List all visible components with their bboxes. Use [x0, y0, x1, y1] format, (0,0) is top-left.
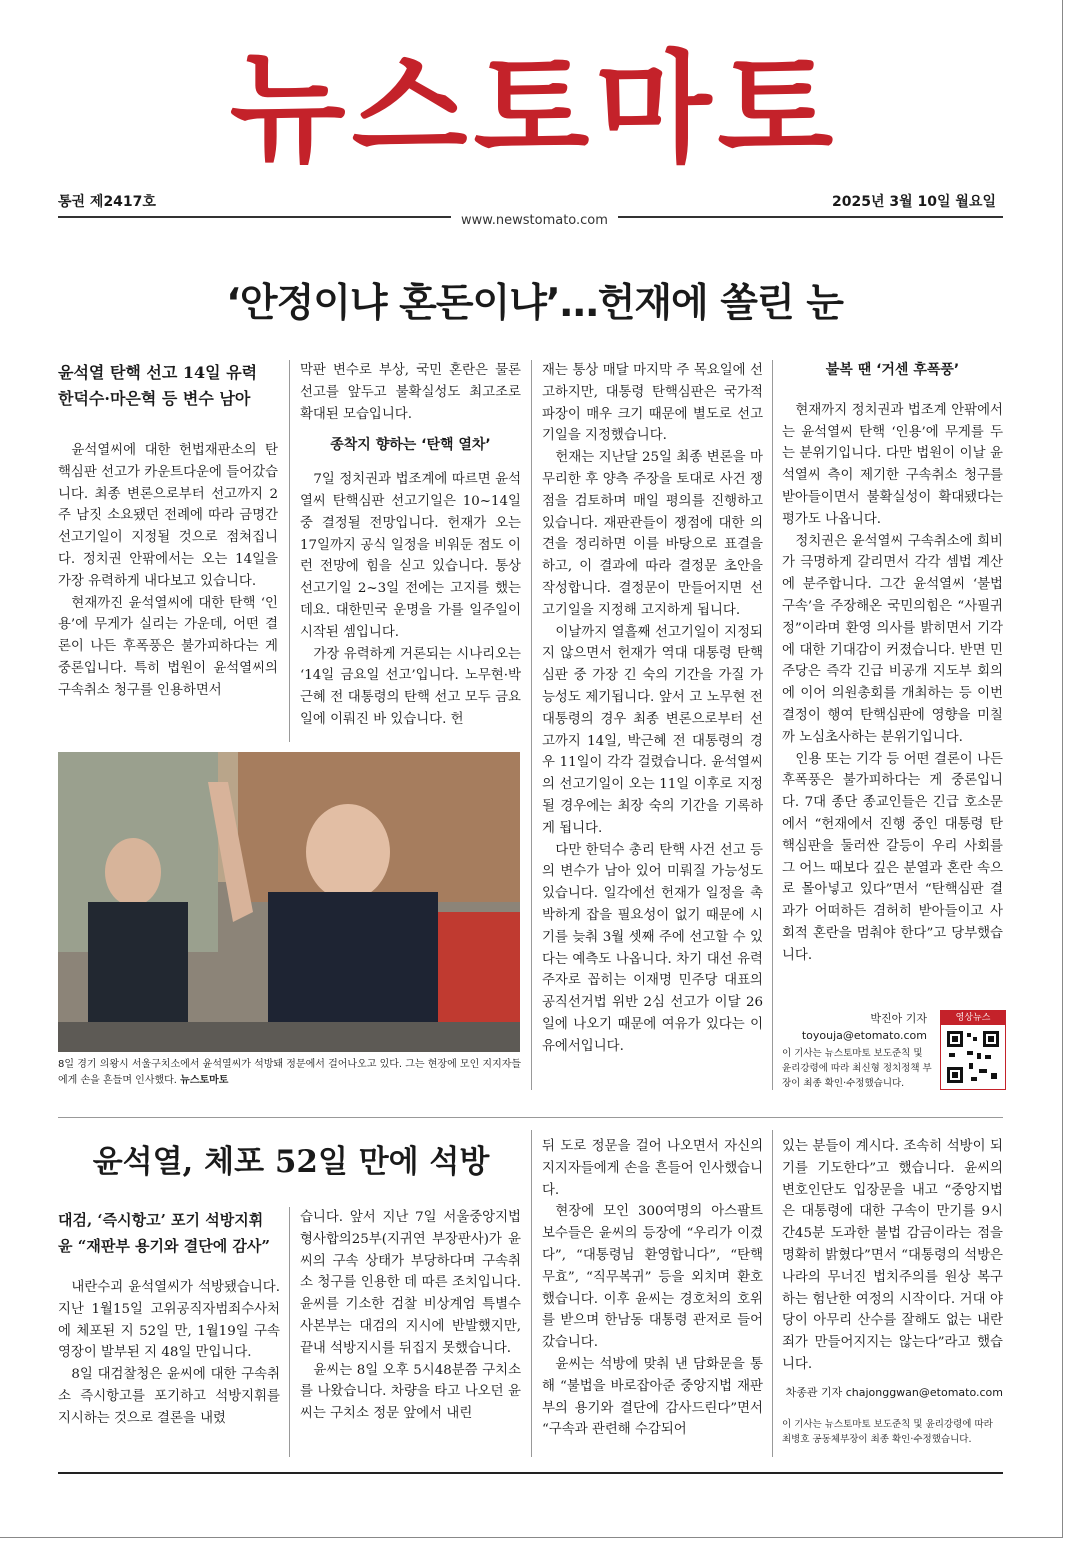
paragraph: 윤씨는 석방에 맞춰 낸 담화문을 통해 “불법을 바로잡아준 중앙지법 재판부의 용기와 결단에 감사드린다”면서 “구속과 관련해 수감되어 — [542, 1356, 763, 1438]
section-divider — [58, 1117, 1003, 1118]
article2-byline: 차종관 기자 chajonggwan@etomato.com — [785, 1386, 1003, 1399]
column-divider — [531, 360, 532, 1090]
article1-col4 — [782, 360, 1003, 967]
column-divider — [772, 1130, 773, 1457]
paragraph: 재는 통상 매달 마지막 주 목요일에 선고하지만, 대통령 탄핵심판은 국가적 파장이 매우 크기 때문에 별도로 선고기일을 지정했습니다. — [542, 363, 763, 444]
paragraph: 정치권은 윤석열씨 구속취소에 희비가 극명하게 갈리면서 각각 셈법 계산에 분주합니다. 그간 윤석열씨 ‘불법 구속’을 주장해온 국민의힘은 “사필귀정”이라며 환영 의사를 밝히면서 기각에 대한 기대감이 커졌습니다. 반면 민주당은 즉각 긴급 비공개 지도부 회의에 이어 의원총회를 개최하는 등 이번 결정이 행여 탄핵심판에 영향을 미칠까 노심초사하는 분위기입니다. — [782, 533, 1003, 745]
column-divider — [289, 360, 290, 742]
issue-number: 통권 제2417호 — [58, 194, 156, 210]
article2-headline: 윤석열, 체포 52일 만에 석방 — [92, 1144, 490, 1180]
paragraph: 헌재는 지난달 25일 최종 변론을 마무리한 후 양측 주장을 토대로 사건 쟁점을 검토하며 매일 평의를 진행하고 있습니다. 재판관들이 쟁점에 대한 의견을 정리하면 이를 바탕으로 표결을 하고, 이 결과에 따라 결정문 초안을 작성합니다. 결정문이 만들어지면 선고기일을 지정해 고지하게 됩니다. — [542, 450, 763, 618]
issue-date: 2025년 3월 10일 월요일 — [832, 194, 996, 210]
article2-col2 — [300, 1207, 521, 1425]
paragraph: 이날까지 열흘째 선고기일이 지정되지 않으면서 헌재가 역대 대통령 탄핵심판 중 가장 긴 숙의 기간을 가질 가능성도 제기됩니다. 앞서 고 노무현 전 대통령의 경우 최종 변론으로부터 선고까지 14일, 박근혜 전 대통령의 경우 11일이 각각 걸렸습니다. 윤석열씨의 선고기일이 오는 11일 이후로 지정될 경우에는 최장 숙의 기간을 기록하게 됩니다. — [542, 624, 763, 836]
photo-illustration — [58, 752, 520, 1052]
video-news-label: 영상뉴스 — [941, 1011, 1005, 1025]
news-photo — [58, 752, 520, 1052]
bottom-rule — [58, 1472, 1003, 1474]
column-divider — [772, 360, 773, 1090]
article1-editor-note: 이 기사는 뉴스토마토 보도준칙 및 윤리강령에 따라 최신형 정치정책 부장이 최종 확인·수정했습니다. — [782, 1048, 932, 1089]
column-divider — [531, 1130, 532, 1457]
article2-col4 — [782, 1136, 1003, 1376]
paragraph: 가장 유력하게 거론되는 시나리오는 ‘14일 금요일 선고’입니다. 노무현·박근혜 전 대통령의 탄핵 선고 모두 금요일에 이뤄진 바 있습니다. 헌 — [300, 646, 521, 727]
paragraph: 윤씨는 8일 오후 5시48분쯤 구치소를 나왔습니다. 차량을 타고 나오던 윤씨는 구치소 정문 앞에서 내린 — [300, 1362, 521, 1422]
article2-subhead1: 대검, ‘즉시항고’ 포기 석방지휘 — [58, 1211, 264, 1229]
article1-col1 — [58, 360, 278, 702]
paragraph: 윤석열씨에 대한 헌법재판소의 탄핵심판 선고가 카운트다운에 들어갔습니다. 최종 변론으로부터 선고까지 2주 남짓 소요됐던 전례에 따라 금명간 선고기일이 지정될 것으로 점쳐집니다. 정치권 안팎에서는 오는 14일을 가장 유력하게 내다보고 있습니다. — [58, 443, 278, 589]
article1-midhead: 종착지 향하는 ‘탄핵 열차’ — [330, 437, 491, 454]
paragraph: 막판 변수로 부상, 국민 혼란은 물론 선고를 앞두고 불확실성도 최고조로 확대된 모습입니다. — [300, 363, 521, 422]
site-url[interactable]: www.newstomato.com — [451, 213, 618, 228]
reporter-name: 박진아 기자 — [870, 1012, 927, 1025]
article2-editor-note: 이 기사는 뉴스토마토 보도준칙 및 윤리강령에 따라 최병호 공동체부장이 최종 확인·수정했습니다. — [782, 1419, 993, 1445]
photo-caption: 8일 경기 의왕시 서울구치소에서 윤석열씨가 석방돼 정문에서 걸어나오고 있다. 그는 현장에 모인 지지자들에게 손을 흔들며 인사했다. 뉴스토마토 — [58, 1059, 522, 1086]
article1-col4-head: 불복 땐 ‘거센 후폭풍’ — [825, 362, 960, 378]
qr-code-icon[interactable] — [945, 1029, 1001, 1085]
paragraph: 내란수괴 윤석열씨가 석방됐습니다. 지난 1월15일 고위공직자범죄수사처에 체포된 지 52일 만, 1월19일 구속영장이 발부된 지 48일 만입니다. — [58, 1280, 280, 1361]
article1-subhead2: 한덕수·마은혁 등 변수 남아 — [58, 389, 251, 408]
paragraph: 현재까진 윤석열씨에 대한 탄핵 ‘인용’에 무게가 실리는 가운데, 어떤 결론이 나든 후폭풍은 불가피하다는 게 중론입니다. 특히 법원이 윤석열씨의 구속취소 청구를 인용하면서 — [58, 595, 278, 698]
paragraph: 다만 한덕수 총리 탄핵 사건 선고 등의 변수가 남아 있어 미뤄질 가능성도 있습니다. 일각에선 헌재가 일정을 촉박하게 잡을 필요성이 없기 때문에 시기를 늦춰 3월 셋째 주에 선고할 수 있다는 예측도 나옵니다. 차기 대선 유력 주자로 꼽히는 이재명 민주당 대표의 공직선거법 위반 2심 선고가 이달 26일에 나오기 때문에 여유가 있다는 이유에서입니다. — [542, 842, 763, 1054]
paragraph: 현재까지 정치권과 법조계 안팎에서는 윤석열씨 탄핵 ‘인용’에 무게를 두는 분위기입니다. 다만 법원이 이날 윤석열씨 측이 제기한 구속취소 청구를 받아들이면서 불확실성이 확대됐다는 평가도 나옵니다. — [782, 402, 1003, 527]
video-news-box[interactable] — [940, 1010, 1006, 1090]
paragraph: 7일 정치권과 법조계에 따르면 윤석열씨 탄핵심판 선고기일은 10~14일 중 결정될 전망입니다. 헌재가 오는 17일까지 공식 일정을 비워둔 점도 이런 전망에 힘을 싣고 있습니다. 통상 선고기일 2~3일 전에는 고지를 했는데요. 대한민국 운명을 가를 일주일이 시작된 셈입니다. — [300, 472, 521, 640]
article1-col3 — [542, 360, 763, 1058]
main-headline: ‘안정이냐 혼돈이냐’…헌재에 쏠린 눈 — [226, 281, 843, 326]
article2-col1 — [58, 1207, 280, 1430]
paragraph: 현장에 모인 300여명의 아스팔트 보수들은 윤씨의 등장에 “우리가 이겼다”, “대통령님 환영합니다”, “탄핵 무효”, “직무복귀” 등을 외치며 환호했습니다. 이후 윤씨는 경호처의 호위를 받으며 한남동 대통령 관저로 들어갔습니다. — [542, 1204, 763, 1351]
article2-col3 — [542, 1136, 763, 1441]
article2-subhead2: 윤 “재판부 용기와 결단에 감사” — [58, 1237, 271, 1255]
photo-credit: 뉴스토마토 — [180, 1075, 229, 1086]
article1-byline — [782, 1010, 927, 1044]
paragraph: 8일 대검찰청은 윤씨에 대한 구속취소 즉시항고를 포기하고 석방지휘를 지시하는 것으로 결론을 내렸 — [58, 1367, 280, 1426]
paragraph: 습니다. 앞서 지난 7일 서울중앙지법 형사합의25부(지귀연 부장판사)가 윤씨의 구속 상태가 부당하다며 구속취소 청구를 인용한 데 따른 조치입니다. 윤씨를 기소한 검찰 비상계엄 특별수사본부는 대검의 지시에 반발했지만, 끝내 석방지시를 뒤집지 못했습니다. — [300, 1210, 521, 1356]
article1-subhead1: 윤석열 탄핵 선고 14일 유력 — [58, 363, 258, 382]
paragraph: 있는 분들이 계시다. 조속히 석방이 되기를 기도한다”고 했습니다. 윤씨의 변호인단도 입장문을 내고 “중앙지법은 대통령에 대한 구속이 만기를 9시간45분 도과한 불법 감금이라는 점을 명확히 밝혔다”면서 “대통령의 석방은 나라의 무너진 법치주의를 원상 복구하는 험난한 여정의 시작이다. 거대 야당이 아무리 산수를 잘해도 없는 내란죄가 만들어지지는 않는다”라고 했습니다. — [782, 1139, 1003, 1372]
masthead-logo: 뉴스토마토 — [229, 40, 840, 179]
reporter-email[interactable]: toyouja@etomato.com — [801, 1029, 927, 1042]
article1-col2 — [300, 360, 521, 731]
paragraph: 뒤 도로 정문을 걸어 나오면서 자신의 지지자들에게 손을 흔들어 인사했습니다. — [542, 1139, 763, 1198]
column-divider — [289, 1207, 290, 1457]
paragraph: 인용 또는 기각 등 어떤 결론이 나든 후폭풍은 불가피하다는 게 중론입니다. 7대 종단 종교인들은 긴급 호소문에서 “헌재에서 진행 중인 대통령 탄핵심판을 둘러싼 갈등이 우리 사회를 그 어느 때보다 깊은 분열과 혼란 속으로 몰아넣고 있다”면서 “탄핵심판 결과가 어떠하든 겸허히 받아들이고 사회적 혼란을 멈춰야 한다”고 당부했습니다. — [782, 751, 1003, 963]
